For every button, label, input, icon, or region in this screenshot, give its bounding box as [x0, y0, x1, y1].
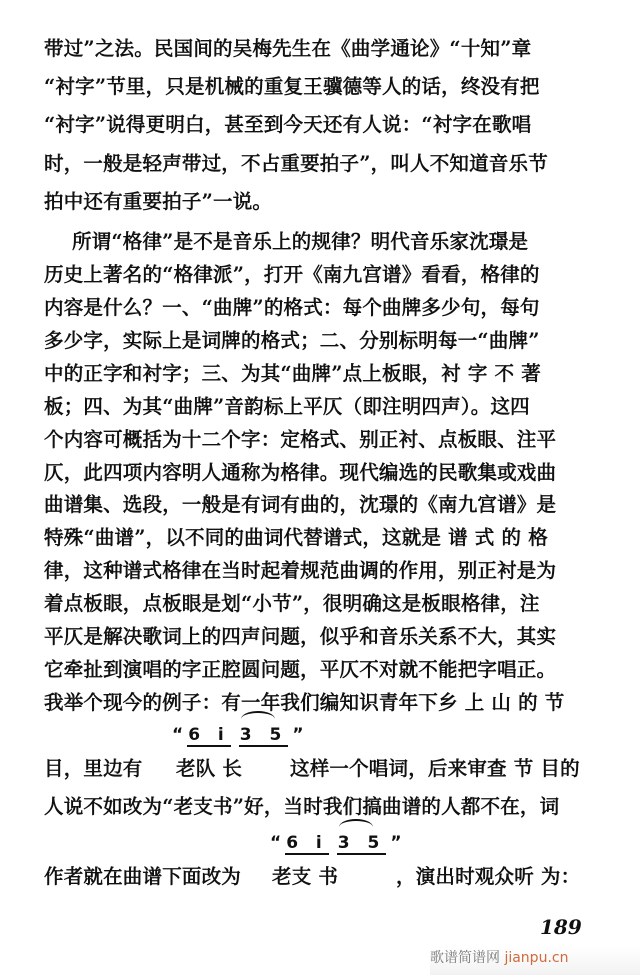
- text-line: 个内容可概括为十二个字：定格式、别正衬、点板眼、注平: [44, 428, 557, 451]
- note-group: 6 i: [286, 833, 328, 853]
- lyric-text: 老队 长: [176, 757, 243, 780]
- open-quote: “: [270, 833, 282, 853]
- text-line: 带过”之法。民国间的吴梅先生在《曲学通论》“十知”章: [44, 37, 532, 60]
- text-segment: ，演出时观众听 为：: [396, 865, 581, 888]
- watermark-latin: jianpu.cn: [504, 950, 569, 966]
- text-line: 内容是什么？一、“曲牌”的格式：每个曲牌多少句，每句: [44, 296, 540, 319]
- watermark: [430, 947, 640, 975]
- text-segment: 这样一个唱词，后来审查 节 目的: [290, 757, 580, 780]
- text-line: 曲谱集、选段，一般是有词有曲的，沈璟的《南九宫谱》是: [44, 493, 557, 516]
- text-line: 它牵扯到演唱的字正腔圆问题，平仄不对就不能把字唱正。: [44, 658, 557, 681]
- text-line: “衬字”节里，只是机械的重复王骥德等人的话，终没有把: [44, 75, 540, 98]
- note-group: 6 i: [188, 725, 230, 745]
- text-line: “衬字”说得更明白，甚至到今天还有人说：“衬字在歌唱: [44, 113, 532, 136]
- text-line: 时，一般是轻声带过，不占重要拍子”，叫人不知道音乐节: [44, 152, 548, 175]
- text-line: 所谓“格律”是不是音乐上的规律？明代音乐家沈璟是: [44, 230, 529, 253]
- text-line: 历史上著名的“格律派”，打开《南九宫谱》看看，格律的: [44, 263, 540, 286]
- note-group-slurred: 3 5: [337, 833, 387, 855]
- note-group-slurred: 3 5: [239, 725, 289, 747]
- text-segment: 作者就在曲谱下面改为: [44, 865, 242, 888]
- text-line: 拍中还有重要拍子”一说。: [44, 190, 273, 213]
- close-quote: ”: [292, 725, 304, 745]
- slur-mark: [339, 819, 373, 835]
- text-line: 多少字，实际上是词牌的格式；二、分别标明每一“曲牌”: [44, 329, 540, 352]
- watermark-cn: 歌谱简谱网: [430, 950, 500, 966]
- lyric-text: 老支 书: [272, 865, 339, 888]
- text-segment: 目，里边有: [44, 757, 143, 780]
- jianpu-notation-2: [270, 833, 402, 855]
- text-line: 律，这种谱式格律在当时起着规范曲调的作用，别正衬是为: [44, 559, 557, 582]
- page-number: 189: [540, 915, 582, 939]
- text-line: 我举个现今的例子：有一年我们编知识青年下乡 上 山 的 节: [44, 691, 565, 714]
- text-line: 特殊“曲谱”，以不同的曲词代替谱式，这就是 谱 式 的 格: [44, 526, 548, 549]
- text-line: 平仄是解决歌词上的四声问题，似乎和音乐关系不大，其实: [44, 625, 557, 648]
- close-quote: ”: [390, 833, 402, 853]
- text-line: 板；四、为其“曲牌”音韵标上平仄（即注明四声）。这四: [44, 395, 530, 418]
- open-quote: “: [172, 725, 184, 745]
- text-line: 人说不如改为“老支书”好，当时我们搞曲谱的人都不在，词: [44, 795, 560, 818]
- jianpu-notation-1: [172, 725, 304, 747]
- text-line: 着点板眼，点板眼是划“小节”，很明确这是板眼格律，注: [44, 592, 540, 615]
- text-line: 中的正字和衬字；三、为其“曲牌”点上板眼，衬 字 不 著: [44, 362, 541, 385]
- text-line: 仄，此四项内容明人通称为格律。现代编选的民歌集或戏曲: [44, 461, 557, 484]
